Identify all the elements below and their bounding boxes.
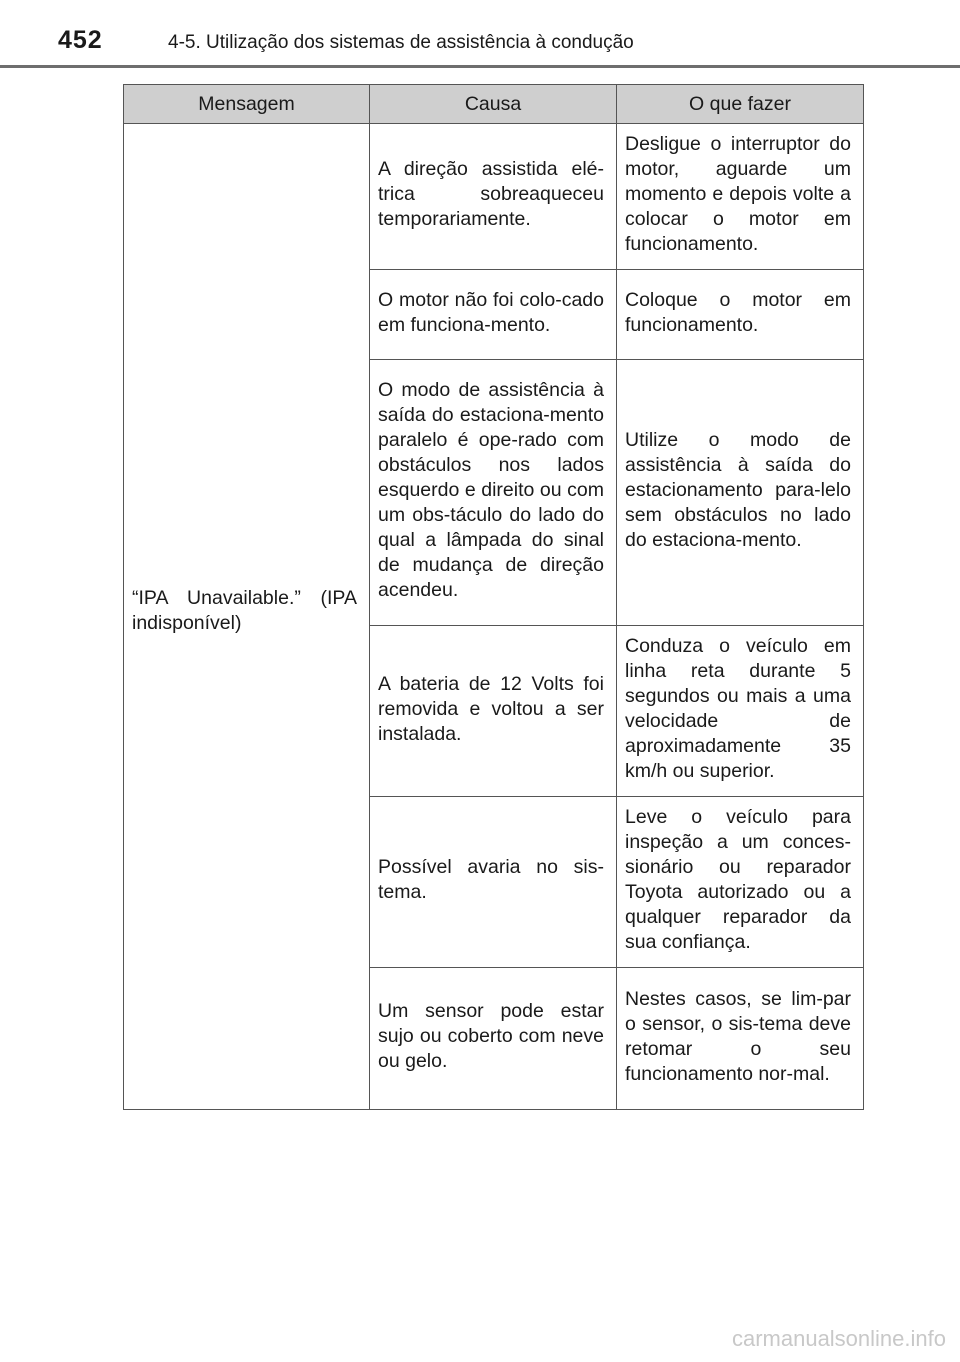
cause-text: Possível avaria no sis-tema.	[378, 856, 604, 903]
column-header-cause: Causa	[370, 85, 617, 124]
action-cell	[617, 626, 864, 797]
cause-text: A direção assistida elé-trica sobreaqueceu temporariamente.	[378, 158, 604, 230]
section-title: 4-5. Utilização dos sistemas de assistência à condução	[168, 32, 634, 53]
column-header-action: O que fazer	[617, 85, 864, 124]
action-cell	[617, 270, 864, 360]
cause-cell	[370, 968, 617, 1110]
cause-cell	[370, 797, 617, 968]
page-number: 452	[58, 26, 103, 54]
cause-text: Um sensor pode estar sujo ou coberto com neve ou gelo.	[378, 1000, 604, 1072]
cause-text: A bateria de 12 Volts foi removida e voltou a ser instalada.	[378, 672, 604, 745]
action-text: Nestes casos, se lim-par o sensor, o sis-tema deve retomar o seu funcionamento nor-mal.	[625, 987, 851, 1085]
cause-cell	[370, 270, 617, 360]
cause-cell	[370, 360, 617, 626]
watermark: carmanualsonline.info	[731, 1326, 946, 1351]
message-text: “IPA Unavailable.” (IPA indisponível)	[132, 586, 357, 634]
cause-text: O modo de assistência à saída do estaciona-mento paralelo é ope-rado com obstáculos nos lados esquerdo e direito ou com um obs-táculo do lado do qual a lâmpada do sinal de mudança de direção acendeu.	[378, 379, 604, 601]
action-text: Coloque o motor em funcionamento.	[625, 288, 851, 336]
action-cell	[617, 124, 864, 270]
table-header-row	[124, 85, 864, 124]
action-text: Conduza o veículo em linha reta durante 5 segundos ou mais a uma velocidade de aproximadamente 35 km/h ou superior.	[625, 635, 851, 782]
action-cell	[617, 968, 864, 1110]
action-cell	[617, 360, 864, 626]
action-text: Desligue o interruptor do motor, aguarde um momento e depois volte a colocar o motor em funcionamento.	[625, 133, 851, 255]
action-cell	[617, 797, 864, 968]
header-divider	[0, 65, 960, 68]
message-cell	[124, 124, 370, 1110]
cause-text: O motor não foi colo-cado em funciona-mento.	[378, 288, 604, 336]
action-text: Utilize o modo de assistência à saída do estacionamento para-lelo sem obstáculos no lado do estaciona-mento.	[625, 429, 851, 551]
action-text: Leve o veículo para inspeção a um conces-sionário ou reparador Toyota autorizado ou a qualquer reparador da sua confiança.	[625, 806, 851, 953]
table-row	[124, 124, 864, 270]
message-table	[123, 84, 864, 1110]
cause-cell	[370, 124, 617, 270]
column-header-message: Mensagem	[124, 85, 370, 124]
cause-cell	[370, 626, 617, 797]
